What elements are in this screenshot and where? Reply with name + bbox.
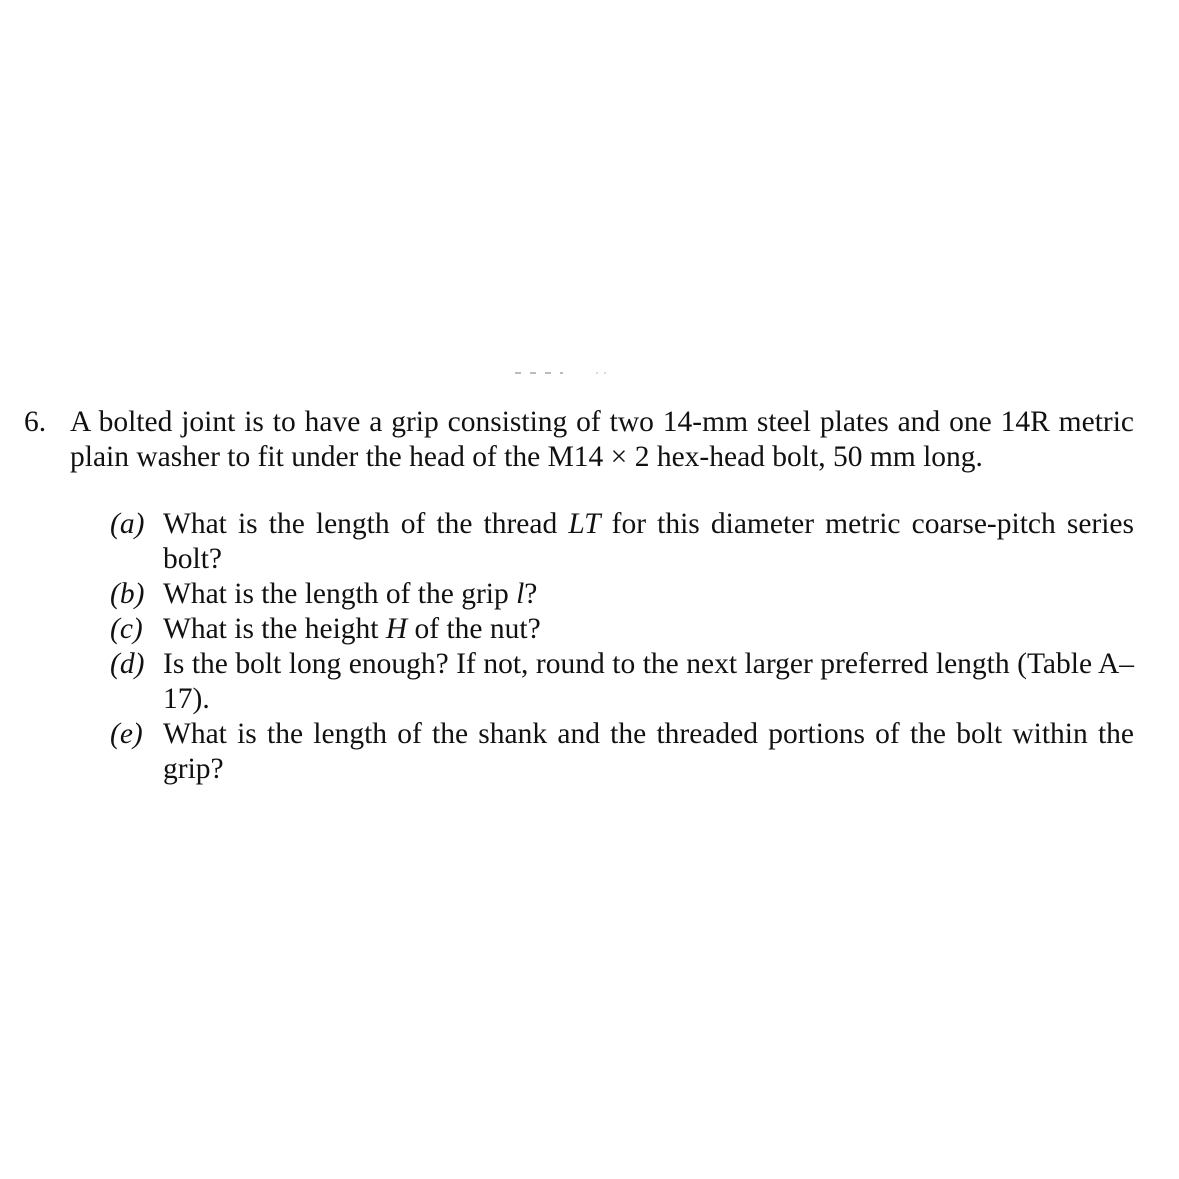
scan-artifact-marks: [513, 371, 613, 375]
problem-6: [24, 405, 1134, 787]
subquestion-text: What is the length of the shank and the threaded portions of the bolt within the grip?: [163, 718, 1134, 785]
math-symbol: LT: [568, 508, 601, 540]
subquestion-list: [24, 507, 1134, 787]
subquestion-label: (a): [110, 508, 145, 540]
problem-statement: A bolted joint is to have a grip consisting of two 14-mm steel plates and one 14R metric plain washer to fit under the head of the M14 × 2 hex-head bolt, 50 mm long.: [70, 406, 1134, 473]
subquestion-label: (d): [110, 648, 145, 680]
problem-number: 6.: [24, 406, 47, 438]
subquestion-c: [110, 612, 1134, 647]
subquestion-label: (e): [110, 718, 143, 750]
subquestion-label: (c): [110, 613, 143, 645]
math-symbol: l: [516, 578, 525, 610]
subquestion-text: What is the length of the thread LT for this diameter metric coarse-pitch series bolt?: [163, 508, 1135, 575]
problem-stem: [24, 405, 1134, 475]
subquestion-label: (b): [110, 578, 145, 610]
subquestion-text: What is the height H of the nut?: [163, 613, 541, 645]
subquestion-text: Is the bolt long enough? If not, round to the next larger preferred length (Table A–17).: [163, 648, 1134, 715]
subquestion-a: [110, 507, 1134, 577]
subquestion-text: What is the length of the grip l?: [163, 578, 538, 610]
subquestion-e: [110, 717, 1134, 787]
subquestion-b: [110, 577, 1134, 612]
subquestion-d: [110, 647, 1134, 717]
math-symbol: H: [385, 613, 408, 645]
